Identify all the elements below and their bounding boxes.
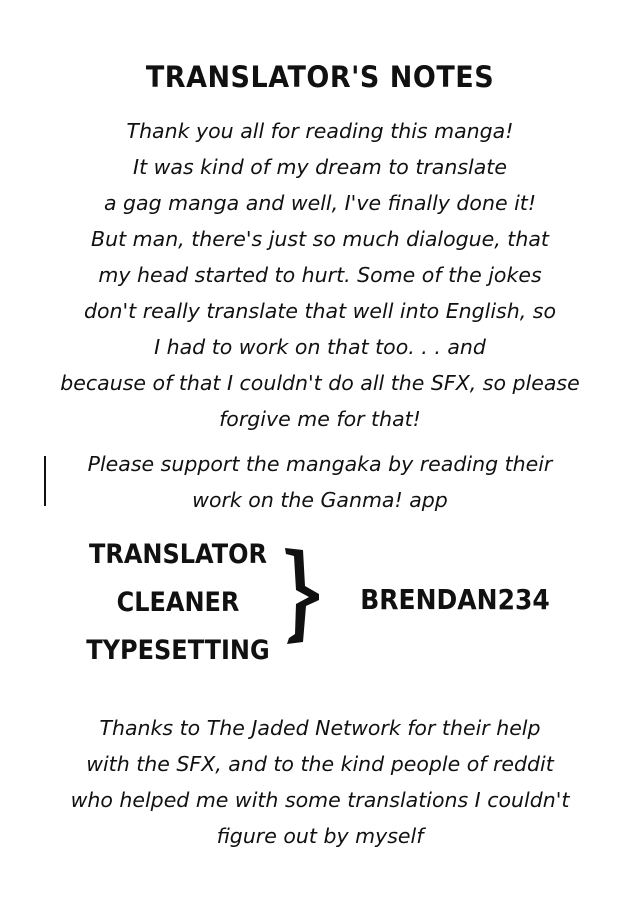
notes-line: It was kind of my dream to translate	[133, 155, 507, 179]
thanks-line: Thanks to The Jaded Network for their help	[99, 716, 541, 740]
notes-line: Thank you all for reading this manga!	[126, 119, 514, 143]
credit-role-translator: TRANSLATOR	[88, 538, 268, 570]
support-paragraph	[0, 446, 640, 518]
thanks-line: figure out by myself	[216, 824, 424, 848]
credits-brace-icon	[281, 546, 321, 646]
notes-line: But man, there's just so much dialogue, that	[91, 227, 549, 251]
notes-line: I had to work on that too. . . and	[154, 335, 486, 359]
page-title: TRANSLATOR'S NOTES	[145, 60, 495, 95]
support-line: Please support the mangaka by reading their	[87, 452, 553, 476]
credit-name: BRENDAN234	[360, 583, 550, 616]
notes-line: don't really translate that well into English, so	[83, 299, 556, 323]
thanks-line: who helped me with some translations I couldn't	[70, 788, 570, 812]
notes-line: a gag manga and well, I've finally done it!	[103, 191, 537, 215]
thanks-paragraph	[0, 710, 640, 854]
credit-role-cleaner: CLEANER	[116, 586, 240, 618]
support-line: work on the Ganma! app	[192, 488, 448, 512]
notes-line: my head started to hurt. Some of the jokes	[98, 263, 542, 287]
notes-line: forgive me for that!	[219, 407, 421, 431]
notes-line: because of that I couldn't do all the SFX, so please	[60, 371, 580, 395]
notes-paragraph	[0, 113, 640, 437]
thanks-line: with the SFX, and to the kind people of reddit	[86, 752, 554, 776]
credit-role-typesetting: TYPESETTING	[86, 634, 270, 666]
